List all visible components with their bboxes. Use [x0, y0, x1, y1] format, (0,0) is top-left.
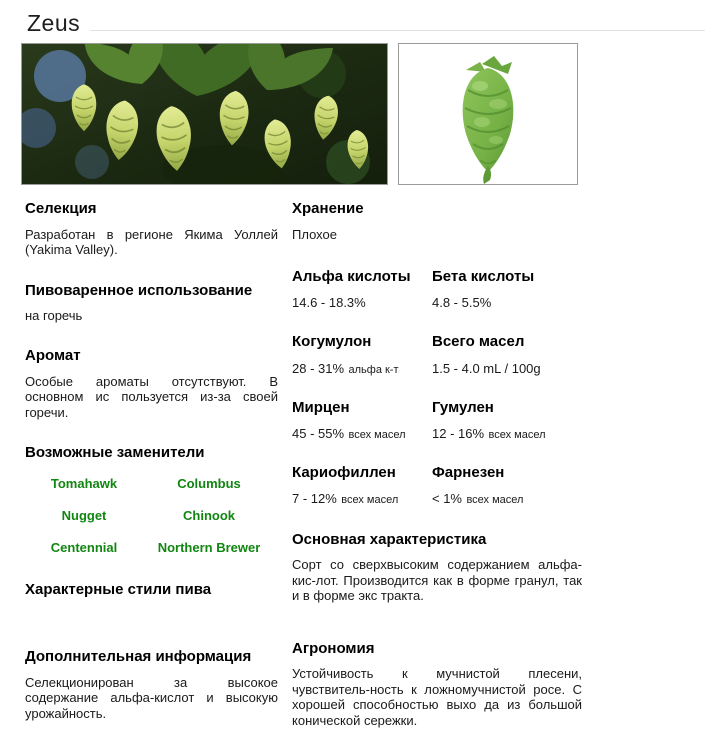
section-selection	[25, 200, 278, 257]
hop-cone-illustration	[399, 44, 577, 184]
beer-styles-heading: Характерные стили пива	[25, 581, 212, 599]
stat-label: Гумулен	[432, 398, 494, 416]
stat-total-oils	[432, 333, 582, 377]
substitutes-grid	[25, 470, 278, 559]
additional-info-body: Селекционирован за высокое содержание альфа-кислот и высокую урожайность.	[25, 674, 278, 721]
stat-unit: альфа к-т	[348, 363, 399, 376]
hop-cone-photo	[398, 43, 578, 185]
substitute-link-centennial[interactable]: Centennial	[50, 539, 118, 555]
section-additional-info	[25, 648, 278, 721]
storage-body: Плохое	[292, 226, 337, 242]
stat-value: 7 - 12%	[292, 491, 337, 507]
photo-row	[21, 43, 713, 185]
hop-plant-illustration	[22, 44, 387, 184]
stat-unit: всех масел	[466, 494, 524, 507]
main-characteristic-body: Сорт со сверхвысоким содержанием альфа-кис-лот. Производится как в форме гранул, так и в форме экс тракта.	[292, 557, 582, 604]
stat-label: Мирцен	[292, 398, 350, 416]
substitute-link-tomahawk[interactable]: Tomahawk	[50, 476, 118, 492]
stat-value: 28 - 31%	[292, 360, 345, 376]
substitutes-heading: Возможные заменители	[25, 444, 205, 462]
stat-label: Бета кислоты	[432, 268, 535, 286]
brewing-usage-heading: Пивоваренное использование	[25, 281, 253, 299]
substitute-link-chinook[interactable]: Chinook	[183, 508, 235, 524]
stat-alpha-acids	[292, 268, 432, 312]
agronomy-heading: Агрономия	[292, 639, 375, 657]
stat-unit: всех масел	[348, 428, 406, 441]
stat-unit: всех масел	[341, 494, 399, 507]
section-storage	[292, 200, 582, 242]
page-title: Zeus	[27, 10, 81, 36]
substitute-link-columbus[interactable]: Columbus	[177, 476, 241, 492]
storage-heading: Хранение	[292, 200, 364, 218]
right-column	[292, 200, 582, 752]
section-brewing-usage	[25, 282, 278, 324]
stat-label: Всего масел	[432, 333, 525, 351]
stat-label: Альфа кислоты	[292, 268, 411, 286]
title-rule	[90, 30, 705, 31]
stat-myrcene	[292, 399, 432, 443]
stat-value: 45 - 55%	[292, 425, 345, 441]
page-header	[27, 10, 705, 36]
aroma-heading: Аромат	[25, 347, 81, 365]
stats-grid	[292, 268, 582, 529]
stat-label: Фарнезен	[432, 463, 505, 481]
left-column	[25, 200, 278, 752]
stat-value: 14.6 - 18.3%	[292, 295, 366, 311]
section-substitutes	[25, 444, 278, 559]
hop-plant-photo	[21, 43, 388, 185]
hop-variety-page	[0, 10, 713, 726]
brewing-usage-body: на горечь	[25, 307, 83, 323]
stat-value: 4.8 - 5.5%	[432, 295, 492, 311]
stat-unit: всех масел	[488, 428, 546, 441]
agronomy-body: Устойчивость к мучнистой плесени, чувствитель-ность к ложномучнистой росе. С хорошей способностью выхо да из большой конической сережки.	[292, 666, 582, 728]
stat-caryophyllene	[292, 464, 432, 508]
aroma-body: Особые ароматы отсутствуют. В основном ис пользуется из-за своей горечи.	[25, 373, 278, 420]
substitute-link-northern-brewer[interactable]: Northern Brewer	[157, 539, 261, 555]
section-beer-styles	[25, 581, 278, 598]
stat-label: Когумулон	[292, 333, 372, 351]
stat-value: < 1%	[432, 491, 462, 507]
stat-humulene	[432, 399, 582, 443]
stat-value: 1.5 - 4.0 mL / 100g	[432, 360, 541, 376]
stat-farnesene	[432, 464, 582, 508]
selection-body: Разработан в регионе Якима Уоллей (Yakima Valley).	[25, 226, 278, 258]
main-characteristic-heading: Основная характеристика	[292, 531, 487, 549]
stat-value: 12 - 16%	[432, 425, 485, 441]
selection-heading: Селекция	[25, 200, 97, 218]
additional-info-heading: Дополнительная информация	[25, 648, 252, 666]
stat-beta-acids	[432, 268, 582, 312]
section-main-characteristic	[292, 531, 582, 604]
stat-label: Кариофиллен	[292, 463, 396, 481]
content-columns	[25, 200, 713, 752]
section-agronomy	[292, 640, 582, 728]
section-aroma	[25, 347, 278, 420]
stat-cohumulone	[292, 333, 432, 377]
substitute-link-nugget[interactable]: Nugget	[61, 508, 107, 524]
